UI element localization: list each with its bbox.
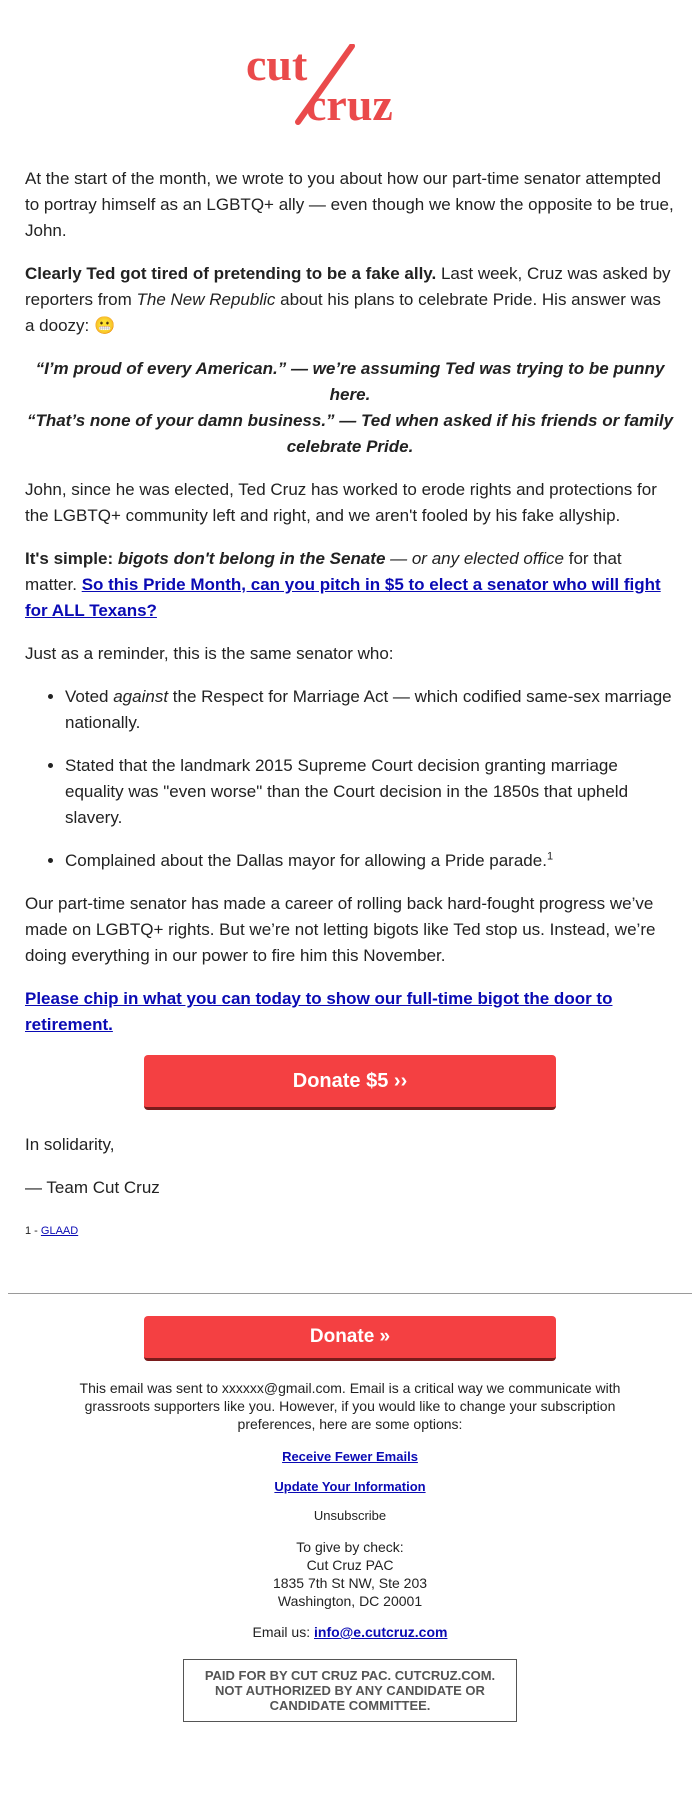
receive-fewer-emails-link[interactable]: Receive Fewer Emails [282, 1449, 418, 1464]
org-name: Cut Cruz PAC [306, 1557, 394, 1573]
bigots-phrase: bigots don't belong in the Senate [117, 549, 386, 568]
pride-text-2: about his plans to celebrate Pride. His answer was a doozy: [25, 290, 661, 335]
against-word: against [113, 687, 169, 706]
email-body [25, 166, 675, 1244]
email-contact: Email us: info@e.cutcruz.com [252, 1624, 448, 1640]
quotes-block [25, 356, 675, 460]
cut-cruz-logo [240, 44, 460, 126]
pride-paragraph [25, 261, 675, 339]
pitch-in-link[interactable]: So this Pride Month, can you pitch in $5 to elect a senator who will fight for ALL Texans? [25, 575, 661, 620]
footnote: 1 - GLAAD [25, 1225, 79, 1237]
check-title: To give by check: [296, 1539, 404, 1555]
footer-divider [8, 1293, 692, 1294]
record-list [25, 684, 675, 874]
list-item: • Stated that the landmark 2015 Supreme Court decision granting marriage equality was "even worse" than the Court decision in the 1850s that upheld slavery. [65, 753, 675, 831]
fake-ally-lead: Clearly Ted got tired of pretending to be a fake ally. [25, 264, 437, 283]
email-notice: This email was sent to xxxxxx@gmail.com. Email is a critical way we communicate with grassroots supporters like you. However, if you would like to change your subscription preferences, here are some options: [79, 1380, 621, 1432]
elected-office-phrase: — or any elected office [385, 549, 564, 568]
footer-donate-button[interactable]: Donate » [144, 1316, 556, 1361]
list-item: • Complained about the Dallas mayor for allowing a Pride parade.$^1$ [65, 848, 675, 874]
logo-word-cut: cut [246, 44, 308, 90]
donate-5-button[interactable]: Donate $5 ›› [144, 1055, 556, 1110]
glaad-link[interactable]: GLAAD [40, 1225, 79, 1237]
career-paragraph: Our part-time senator has made a career of rolling back hard-fought progress we’ve made on LGBTQ+ rights. But we’re not letting bigots like Ted stop us. Instead, we’re doing everything in our power to fire him this November. [25, 894, 656, 965]
pride-text-1: Last week, Cruz was asked by reporters from [25, 264, 671, 309]
footer [60, 1316, 640, 1722]
logo-word-cruz: cruz [306, 79, 393, 126]
simple-text: for that matter. [25, 549, 622, 594]
quote-proud: “I’m proud of every American.” — we’re assuming Ted was trying to be punny here. [35, 359, 665, 404]
intro-paragraph: At the start of the month, we wrote to you about how our part-time senator attempted to portray himself as an LGBTQ+ ally — even though we know the opposite to be true, John. [25, 169, 674, 240]
unsubscribe-link[interactable]: Unsubscribe [313, 1508, 387, 1523]
signoff-team: — Team Cut Cruz [25, 1178, 160, 1197]
address-line-1: 1835 7th St NW, Ste 203 [272, 1575, 428, 1591]
simple-lead: It's simple: [25, 549, 118, 568]
list-item: • Voted against the Respect for Marriage Act — which codified same-sex marriage nationally. [65, 684, 675, 736]
new-republic-title: The New Republic [136, 290, 276, 309]
erode-rights-paragraph: John, since he was elected, Ted Cruz has worked to erode rights and protections for the LGBTQ+ community left and right, and we aren't fooled by his fake allyship. [25, 480, 657, 525]
simple-paragraph [25, 546, 675, 624]
chip-in-paragraph [25, 986, 675, 1038]
footnote-marker: 1 [546, 850, 554, 863]
signoff-solidarity: In solidarity, [25, 1135, 115, 1154]
update-information-link[interactable]: Update Your Information [274, 1479, 426, 1494]
reminder-paragraph: Just as a reminder, this is the same senator who: [25, 644, 394, 663]
chip-in-link[interactable]: Please chip in what you can today to show our full-time bigot the door to retirement. [25, 989, 613, 1034]
contact-email-link[interactable]: info@e.cutcruz.com [314, 1624, 448, 1640]
grimace-emoji-icon: 😬 [94, 316, 116, 335]
address-line-2: Washington, DC 20001 [277, 1593, 423, 1609]
paid-for-disclaimer: PAID FOR BY CUT CRUZ PAC. CUTCRUZ.COM. NOT AUTHORIZED BY ANY CANDIDATE OR CANDIDATE COMMITTEE. [183, 1659, 517, 1722]
quote-none-of-business: “That’s none of your damn business.” — Ted when asked if his friends or family celebrate Pride. [26, 411, 674, 456]
